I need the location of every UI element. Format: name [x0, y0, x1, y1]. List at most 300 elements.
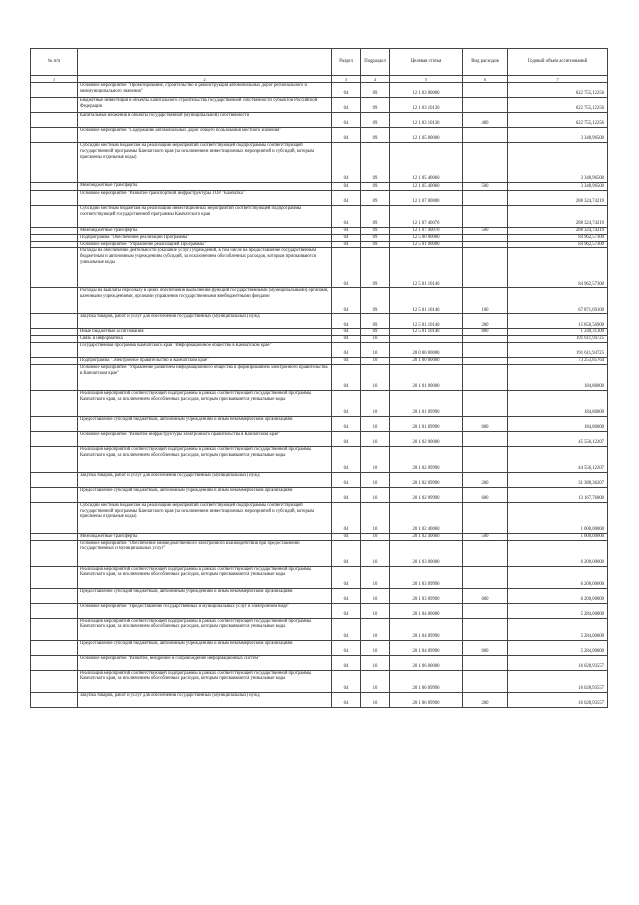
row-podrazdel-cell: 09 [361, 191, 390, 206]
header-index-5: 5 [390, 76, 463, 83]
row-number-cell [31, 431, 78, 446]
table-row [31, 655, 608, 670]
row-vid-cell [463, 98, 508, 113]
table-body [31, 83, 608, 708]
row-razdel-cell: 04 [332, 603, 361, 618]
row-target-cell: 20 1 04 09990 [390, 618, 463, 640]
row-name-cell: Субсидии местным бюджетам на реализацию инвестиционных мероприятий соответствующей подпрограммы соответствующей государственной программы Камчатского края [78, 206, 332, 228]
row-podrazdel-cell: 10 [361, 655, 390, 670]
row-number-cell [31, 143, 78, 183]
row-podrazdel-cell: 09 [361, 234, 390, 241]
row-number-cell [31, 670, 78, 692]
row-name-cell: Предоставление субсидий бюджетным, автономным учреждениям и иным некоммерческим организациям [78, 416, 332, 431]
table-row [31, 336, 608, 343]
row-amount-cell: 15 850,56900 [508, 314, 608, 329]
row-name-cell: Предоставление субсидий бюджетным, автономным учреждениям и иным некоммерческим организациям [78, 588, 332, 603]
table-row [31, 692, 608, 707]
row-name-cell: Расходы на выплаты персоналу в целях обеспечения выполнения функций государственными (муниципальными) органами, казенными учреждениями, органами управления государственными внебюджетными фондами [78, 288, 332, 314]
row-name-cell: Реализация мероприятий соответствующей подпрограммы в рамках соответствующей государственной программы Камчатского края, за исключением обособленных расходов, которым присваиваются уникальные коды [78, 670, 332, 692]
table-row [31, 588, 608, 603]
header-amount: Годовой объем ассигнований [508, 49, 608, 76]
row-podrazdel-cell: 09 [361, 128, 390, 143]
row-vid-cell [463, 618, 508, 640]
row-target-cell: 12 1 07 40070 [390, 228, 463, 235]
row-vid-cell [463, 603, 508, 618]
row-number-cell [31, 446, 78, 472]
row-amount-cell: 16 028,93557 [508, 655, 608, 670]
row-razdel-cell: 04 [332, 234, 361, 241]
table-row [31, 228, 608, 235]
row-amount-cell: 288 324,74219 [508, 228, 608, 235]
row-vid-cell [463, 390, 508, 416]
row-podrazdel-cell: 09 [361, 183, 390, 191]
row-target-cell: 20 1 01 09990 [390, 390, 463, 416]
table-row [31, 390, 608, 416]
row-podrazdel-cell: 09 [361, 314, 390, 329]
row-amount-cell: 3 348,96500 [508, 183, 608, 191]
row-vid-cell: 400 [463, 113, 508, 128]
row-target-cell: 12 5 01 10140 [390, 248, 463, 288]
row-podrazdel-cell: 10 [361, 588, 390, 603]
row-number-cell [31, 566, 78, 588]
row-amount-cell: 5 284,00000 [508, 603, 608, 618]
row-vid-cell [463, 446, 508, 472]
row-amount-cell: 3 348,96500 [508, 143, 608, 183]
row-razdel-cell: 04 [332, 364, 361, 390]
row-number-cell [31, 502, 78, 533]
row-vid-cell [463, 364, 508, 390]
row-razdel-cell: 04 [332, 128, 361, 143]
table-row [31, 603, 608, 618]
table-row [31, 357, 608, 364]
row-target-cell: 12 1 03 00000 [390, 83, 463, 98]
row-number-cell [31, 113, 78, 128]
header-index-3: 3 [332, 76, 361, 83]
row-razdel-cell: 04 [332, 288, 361, 314]
row-name-cell: Межбюджетные трансферты [78, 183, 332, 191]
row-amount-cell: 288 324,74219 [508, 191, 608, 206]
row-razdel-cell: 04 [332, 98, 361, 113]
table-row [31, 446, 608, 472]
row-vid-cell [463, 206, 508, 228]
row-podrazdel-cell: 10 [361, 446, 390, 472]
row-amount-cell: 5 284,00000 [508, 640, 608, 655]
row-razdel-cell: 04 [332, 143, 361, 183]
row-razdel-cell: 04 [332, 533, 361, 540]
table-row [31, 618, 608, 640]
header-target: Целевая статья [390, 49, 463, 76]
budget-table [30, 48, 608, 708]
row-razdel-cell: 04 [332, 390, 361, 416]
row-podrazdel-cell: 10 [361, 472, 390, 487]
row-name-cell: Закупка товаров, работ и услуг для обеспечения государственных (муниципальных) нужд [78, 692, 332, 707]
row-target-cell: 20 1 02 09990 [390, 472, 463, 487]
row-vid-cell: 500 [463, 228, 508, 235]
row-target-cell: 20 1 04 00000 [390, 603, 463, 618]
row-amount-cell: 1 000,00000 [508, 533, 608, 540]
row-vid-cell [463, 248, 508, 288]
row-vid-cell: 600 [463, 588, 508, 603]
row-razdel-cell: 04 [332, 655, 361, 670]
header-index-7: 7 [508, 76, 608, 83]
table-row [31, 241, 608, 248]
row-target-cell: 12 5 01 00000 [390, 241, 463, 248]
row-number-cell [31, 416, 78, 431]
table-row [31, 364, 608, 390]
row-podrazdel-cell: 10 [361, 540, 390, 566]
row-number-cell [31, 329, 78, 336]
row-target-cell: 12 1 05 40060 [390, 143, 463, 183]
row-amount-cell: 84 962,57300 [508, 234, 608, 241]
row-razdel-cell: 04 [332, 342, 361, 357]
row-number-cell [31, 588, 78, 603]
row-amount-cell: 16 028,93557 [508, 692, 608, 707]
row-podrazdel-cell: 10 [361, 533, 390, 540]
table-row [31, 113, 608, 128]
row-podrazdel-cell: 10 [361, 364, 390, 390]
row-vid-cell [463, 143, 508, 183]
row-name-cell: Основное мероприятие "Управление развитием информационного общества и формированием электронного правительства в Камчатском крае" [78, 364, 332, 390]
row-target-cell: 20 1 06 00000 [390, 655, 463, 670]
row-number-cell [31, 248, 78, 288]
table-row [31, 83, 608, 98]
table-row [31, 183, 608, 191]
row-number-cell [31, 183, 78, 191]
table-row [31, 540, 608, 566]
row-podrazdel-cell: 10 [361, 357, 390, 364]
row-razdel-cell: 04 [332, 640, 361, 655]
row-vid-cell: 500 [463, 183, 508, 191]
table-header [31, 49, 608, 83]
row-name-cell: Капитальные вложения в объекты государственной (муниципальной) собственности [78, 113, 332, 128]
row-target-cell [390, 336, 463, 343]
header-vid: Вид расходов [463, 49, 508, 76]
row-target-cell: 20 1 01 09990 [390, 416, 463, 431]
row-target-cell: 12 1 03 10130 [390, 98, 463, 113]
row-podrazdel-cell: 10 [361, 416, 390, 431]
row-number-cell [31, 191, 78, 206]
table-row [31, 98, 608, 113]
row-target-cell: 20 1 04 09990 [390, 640, 463, 655]
table-row [31, 502, 608, 533]
row-target-cell: 12 5 01 10140 [390, 288, 463, 314]
row-number-cell [31, 342, 78, 357]
row-target-cell: 20 1 06 09990 [390, 692, 463, 707]
row-razdel-cell: 04 [332, 588, 361, 603]
row-name-cell: Связь и информатика [78, 336, 332, 343]
row-number-cell [31, 655, 78, 670]
row-vid-cell [463, 431, 508, 446]
header-podrazdel: Подраздел [361, 49, 390, 76]
row-podrazdel-cell: 10 [361, 342, 390, 357]
row-vid-cell [463, 234, 508, 241]
row-razdel-cell: 04 [332, 502, 361, 533]
row-razdel-cell: 04 [332, 314, 361, 329]
row-number-cell [31, 540, 78, 566]
row-number-cell [31, 83, 78, 98]
row-target-cell: 20 1 03 00000 [390, 540, 463, 566]
row-podrazdel-cell: 10 [361, 670, 390, 692]
row-podrazdel-cell: 09 [361, 98, 390, 113]
row-amount-cell: 6 200,00000 [508, 566, 608, 588]
row-number-cell [31, 640, 78, 655]
header-index-2: 2 [78, 76, 332, 83]
header-index-6: 6 [463, 76, 508, 83]
row-razdel-cell: 04 [332, 228, 361, 235]
row-number-cell [31, 603, 78, 618]
row-razdel-cell: 04 [332, 446, 361, 472]
row-name-cell: Реализация мероприятий соответствующей подпрограммы в рамках соответствующей государственной программы Камчатского края, за исключением обособленных расходов, которым присваиваются уникальные коды [78, 566, 332, 588]
row-target-cell: 20 1 02 09990 [390, 487, 463, 502]
table-row [31, 670, 608, 692]
row-vid-cell: 600 [463, 487, 508, 502]
row-vid-cell [463, 191, 508, 206]
row-target-cell: 20 1 02 40060 [390, 502, 463, 533]
row-number-cell [31, 390, 78, 416]
row-name-cell: Предоставление субсидий бюджетным, автономным учреждениям и иным некоммерческим организациям [78, 640, 332, 655]
row-number-cell [31, 472, 78, 487]
row-amount-cell: 1 000,00000 [508, 502, 608, 533]
row-name-cell: Иные бюджетные ассигнования [78, 329, 332, 336]
row-name-cell: Предоставление субсидий бюджетным, автономным учреждениям и иным некоммерческим организациям [78, 487, 332, 502]
header-name [78, 49, 332, 76]
row-podrazdel-cell: 10 [361, 603, 390, 618]
row-podrazdel-cell: 10 [361, 692, 390, 707]
row-amount-cell: 84 962,57300 [508, 248, 608, 288]
row-razdel-cell: 04 [332, 329, 361, 336]
row-razdel-cell: 04 [332, 191, 361, 206]
row-number-cell [31, 228, 78, 235]
row-razdel-cell: 04 [332, 618, 361, 640]
row-name-cell: Реализация мероприятий соответствующей подпрограммы в рамках соответствующей государственной программы Камчатского края, за исключением обособленных расходов, которым присваиваются уникальные коды [78, 390, 332, 416]
row-vid-cell [463, 357, 508, 364]
row-name-cell: Основное мероприятие "Развитие инфраструктуры электронного правительства в Камчатском крае" [78, 431, 332, 446]
table-row [31, 128, 608, 143]
row-vid-cell [463, 336, 508, 343]
table-row [31, 342, 608, 357]
table-row [31, 206, 608, 228]
table-row [31, 143, 608, 183]
row-number-cell [31, 241, 78, 248]
row-vid-cell: 200 [463, 472, 508, 487]
row-name-cell: Государственная программа Камчатского края "Информационное общество в Камчатском крае" [78, 342, 332, 357]
table-row [31, 472, 608, 487]
row-razdel-cell: 04 [332, 670, 361, 692]
row-podrazdel-cell: 10 [361, 487, 390, 502]
row-target-cell: 20 1 00 00000 [390, 357, 463, 364]
row-razdel-cell: 04 [332, 566, 361, 588]
row-number-cell [31, 128, 78, 143]
row-name-cell: Подпрограмма "Электронное правительство в Камчатском крае" [78, 357, 332, 364]
row-amount-cell: 622 755,12256 [508, 83, 608, 98]
row-amount-cell: 45 556,12207 [508, 431, 608, 446]
header-index-4: 4 [361, 76, 390, 83]
row-amount-cell: 191 611,94725 [508, 336, 608, 343]
row-razdel-cell: 04 [332, 431, 361, 446]
row-amount-cell: 622 755,12256 [508, 98, 608, 113]
row-name-cell: Основное мероприятие "Содержание автомобильных дорог общего пользования местного значения" [78, 128, 332, 143]
table-row [31, 288, 608, 314]
row-name-cell: Основное мероприятие "Развитие, внедрение и сопровождение информационных систем" [78, 655, 332, 670]
row-podrazdel-cell: 10 [361, 618, 390, 640]
row-razdel-cell: 04 [332, 692, 361, 707]
row-podrazdel-cell: 09 [361, 143, 390, 183]
table-row [31, 566, 608, 588]
row-target-cell: 12 5 01 10140 [390, 329, 463, 336]
row-amount-cell: 13 167,76000 [508, 487, 608, 502]
row-vid-cell [463, 241, 508, 248]
row-amount-cell: 16 028,93557 [508, 670, 608, 692]
row-target-cell: 12 5 00 00000 [390, 234, 463, 241]
row-razdel-cell: 04 [332, 248, 361, 288]
row-razdel-cell: 04 [332, 206, 361, 228]
row-number-cell [31, 206, 78, 228]
row-name-cell: Субсидии местным бюджетам на реализацию мероприятий соответствующей подпрограммы соответствующей государственной программы Камчатского края (за исключением инвестиционных мероприятий и субсидий, которым присвоены отдельные коды) [78, 143, 332, 183]
row-razdel-cell: 04 [332, 472, 361, 487]
header-index-1: 1 [31, 76, 78, 83]
row-amount-cell: 622 755,12256 [508, 113, 608, 128]
row-podrazdel-cell: 09 [361, 241, 390, 248]
row-podrazdel-cell: 09 [361, 228, 390, 235]
row-vid-cell [463, 342, 508, 357]
row-target-cell: 20 1 01 00000 [390, 364, 463, 390]
row-number-cell [31, 234, 78, 241]
row-amount-cell: 84 962,57300 [508, 241, 608, 248]
row-name-cell: Закупка товаров, работ и услуг для обеспечения государственных (муниципальных) нужд [78, 314, 332, 329]
row-podrazdel-cell: 10 [361, 502, 390, 533]
table-row [31, 234, 608, 241]
table-row [31, 191, 608, 206]
row-name-cell: Основное мероприятие "Предоставление государственных и муниципальных услуг в электронном виде" [78, 603, 332, 618]
row-razdel-cell: 04 [332, 357, 361, 364]
row-name-cell: Основное мероприятие "Обеспечение межведомственного электронного взаимодействия при предоставлении государственных и муниципальных услуг" [78, 540, 332, 566]
row-razdel-cell: 04 [332, 416, 361, 431]
row-name-cell: Межбюджетные трансферты [78, 533, 332, 540]
row-target-cell: 20 1 06 09990 [390, 670, 463, 692]
row-name-cell: Подпрограмма "Обеспечение реализации Программы" [78, 234, 332, 241]
row-target-cell: 12 1 05 40060 [390, 183, 463, 191]
row-target-cell: 20 1 02 40060 [390, 533, 463, 540]
row-podrazdel-cell: 09 [361, 206, 390, 228]
table-row [31, 533, 608, 540]
row-target-cell: 12 1 07 00000 [390, 191, 463, 206]
row-amount-cell: 67 871,69100 [508, 288, 608, 314]
row-number-cell [31, 357, 78, 364]
table-row [31, 431, 608, 446]
row-amount-cell: 3 348,96500 [508, 128, 608, 143]
table-row [31, 416, 608, 431]
row-name-cell: Расходы на обеспечение деятельности (оказание услуг) учреждений, в том числе на предоставление государственным бюджетным и автономным учреждениям субсидий, за исключением обособленных расходов, которым присваиваются уникальные коды [78, 248, 332, 288]
row-number-cell [31, 364, 78, 390]
row-target-cell: 20 1 02 09990 [390, 446, 463, 472]
row-vid-cell: 200 [463, 692, 508, 707]
row-amount-cell: 288 324,74219 [508, 206, 608, 228]
row-vid-cell: 500 [463, 533, 508, 540]
row-name-cell: Основное мероприятие "Управление реализацией Программы" [78, 241, 332, 248]
row-name-cell: Бюджетные инвестиции в объекты капитального строительства государственной собственности субъектов Российской Федерации [78, 98, 332, 113]
row-amount-cell: 1 240,31300 [508, 329, 608, 336]
row-podrazdel-cell: 10 [361, 390, 390, 416]
row-target-cell: 12 1 03 10130 [390, 113, 463, 128]
row-amount-cell: 6 200,00000 [508, 540, 608, 566]
row-target-cell: 20 1 03 09990 [390, 566, 463, 588]
row-number-cell [31, 336, 78, 343]
row-vid-cell: 800 [463, 329, 508, 336]
row-podrazdel-cell: 09 [361, 288, 390, 314]
row-podrazdel-cell: 09 [361, 83, 390, 98]
row-podrazdel-cell: 09 [361, 113, 390, 128]
row-number-cell [31, 98, 78, 113]
table-row [31, 314, 608, 329]
row-vid-cell [463, 540, 508, 566]
row-amount-cell: 184,80000 [508, 416, 608, 431]
row-number-cell [31, 314, 78, 329]
row-vid-cell [463, 83, 508, 98]
row-amount-cell: 5 284,00000 [508, 618, 608, 640]
row-amount-cell: 6 200,00000 [508, 588, 608, 603]
row-vid-cell: 200 [463, 314, 508, 329]
row-vid-cell: 600 [463, 416, 508, 431]
row-name-cell: Субсидии местным бюджетам на реализацию мероприятий соответствующей подпрограммы соответствующей государственной программы Камчатского края (за исключением инвестиционных мероприятий и субсидий, которым присвоены отдельные коды) [78, 502, 332, 533]
header-razdel: Раздел [332, 49, 361, 76]
row-podrazdel-cell: 10 [361, 431, 390, 446]
row-name-cell: Реализация мероприятий соответствующей подпрограммы в рамках соответствующей государственной программы Камчатского края, за исключением обособленных расходов, которым присваиваются уникальные коды [78, 618, 332, 640]
row-amount-cell: 73 253,85764 [508, 357, 608, 364]
row-amount-cell: 44 556,12207 [508, 446, 608, 472]
row-razdel-cell: 04 [332, 241, 361, 248]
table-row [31, 248, 608, 288]
row-razdel-cell: 04 [332, 83, 361, 98]
table-row [31, 487, 608, 502]
row-podrazdel-cell: 10 [361, 566, 390, 588]
row-vid-cell [463, 128, 508, 143]
row-podrazdel-cell: 10 [361, 336, 390, 343]
row-target-cell: 12 1 07 40070 [390, 206, 463, 228]
row-vid-cell: 100 [463, 288, 508, 314]
row-vid-cell [463, 670, 508, 692]
row-vid-cell [463, 566, 508, 588]
row-number-cell [31, 618, 78, 640]
row-vid-cell [463, 655, 508, 670]
row-razdel-cell: 04 [332, 540, 361, 566]
row-target-cell: 20 0 00 00000 [390, 342, 463, 357]
row-razdel-cell: 04 [332, 487, 361, 502]
row-target-cell: 12 5 01 10140 [390, 314, 463, 329]
row-razdel-cell: 04 [332, 183, 361, 191]
row-target-cell: 12 1 05 00000 [390, 128, 463, 143]
header-num: № п/п [31, 49, 78, 76]
row-amount-cell: 31 388,36207 [508, 472, 608, 487]
row-name-cell: Закупка товаров, работ и услуг для обеспечения государственных (муниципальных) нужд [78, 472, 332, 487]
budget-document [30, 48, 607, 708]
row-amount-cell: 191 611,94725 [508, 342, 608, 357]
row-number-cell [31, 692, 78, 707]
table-row [31, 640, 608, 655]
row-vid-cell: 600 [463, 640, 508, 655]
row-razdel-cell: 04 [332, 113, 361, 128]
table-row [31, 329, 608, 336]
row-podrazdel-cell: 09 [361, 248, 390, 288]
row-number-cell [31, 533, 78, 540]
row-podrazdel-cell: 10 [361, 640, 390, 655]
row-number-cell [31, 487, 78, 502]
row-name-cell: Межбюджетные трансферты [78, 228, 332, 235]
row-name-cell: Основное мероприятие "Развитие транспортной инфраструктуры ТОР "Камчатка" [78, 191, 332, 206]
row-razdel-cell: 04 [332, 336, 361, 343]
row-number-cell [31, 288, 78, 314]
row-name-cell: Реализация мероприятий соответствующей подпрограммы в рамках соответствующей государственной программы Камчатского края, за исключением обособленных расходов, которым присваиваются уникальные коды [78, 446, 332, 472]
row-name-cell: Основное мероприятие "Проектирование, строительство и реконструкция автомобильных дорог регионального и межмуниципального значения" [78, 83, 332, 98]
